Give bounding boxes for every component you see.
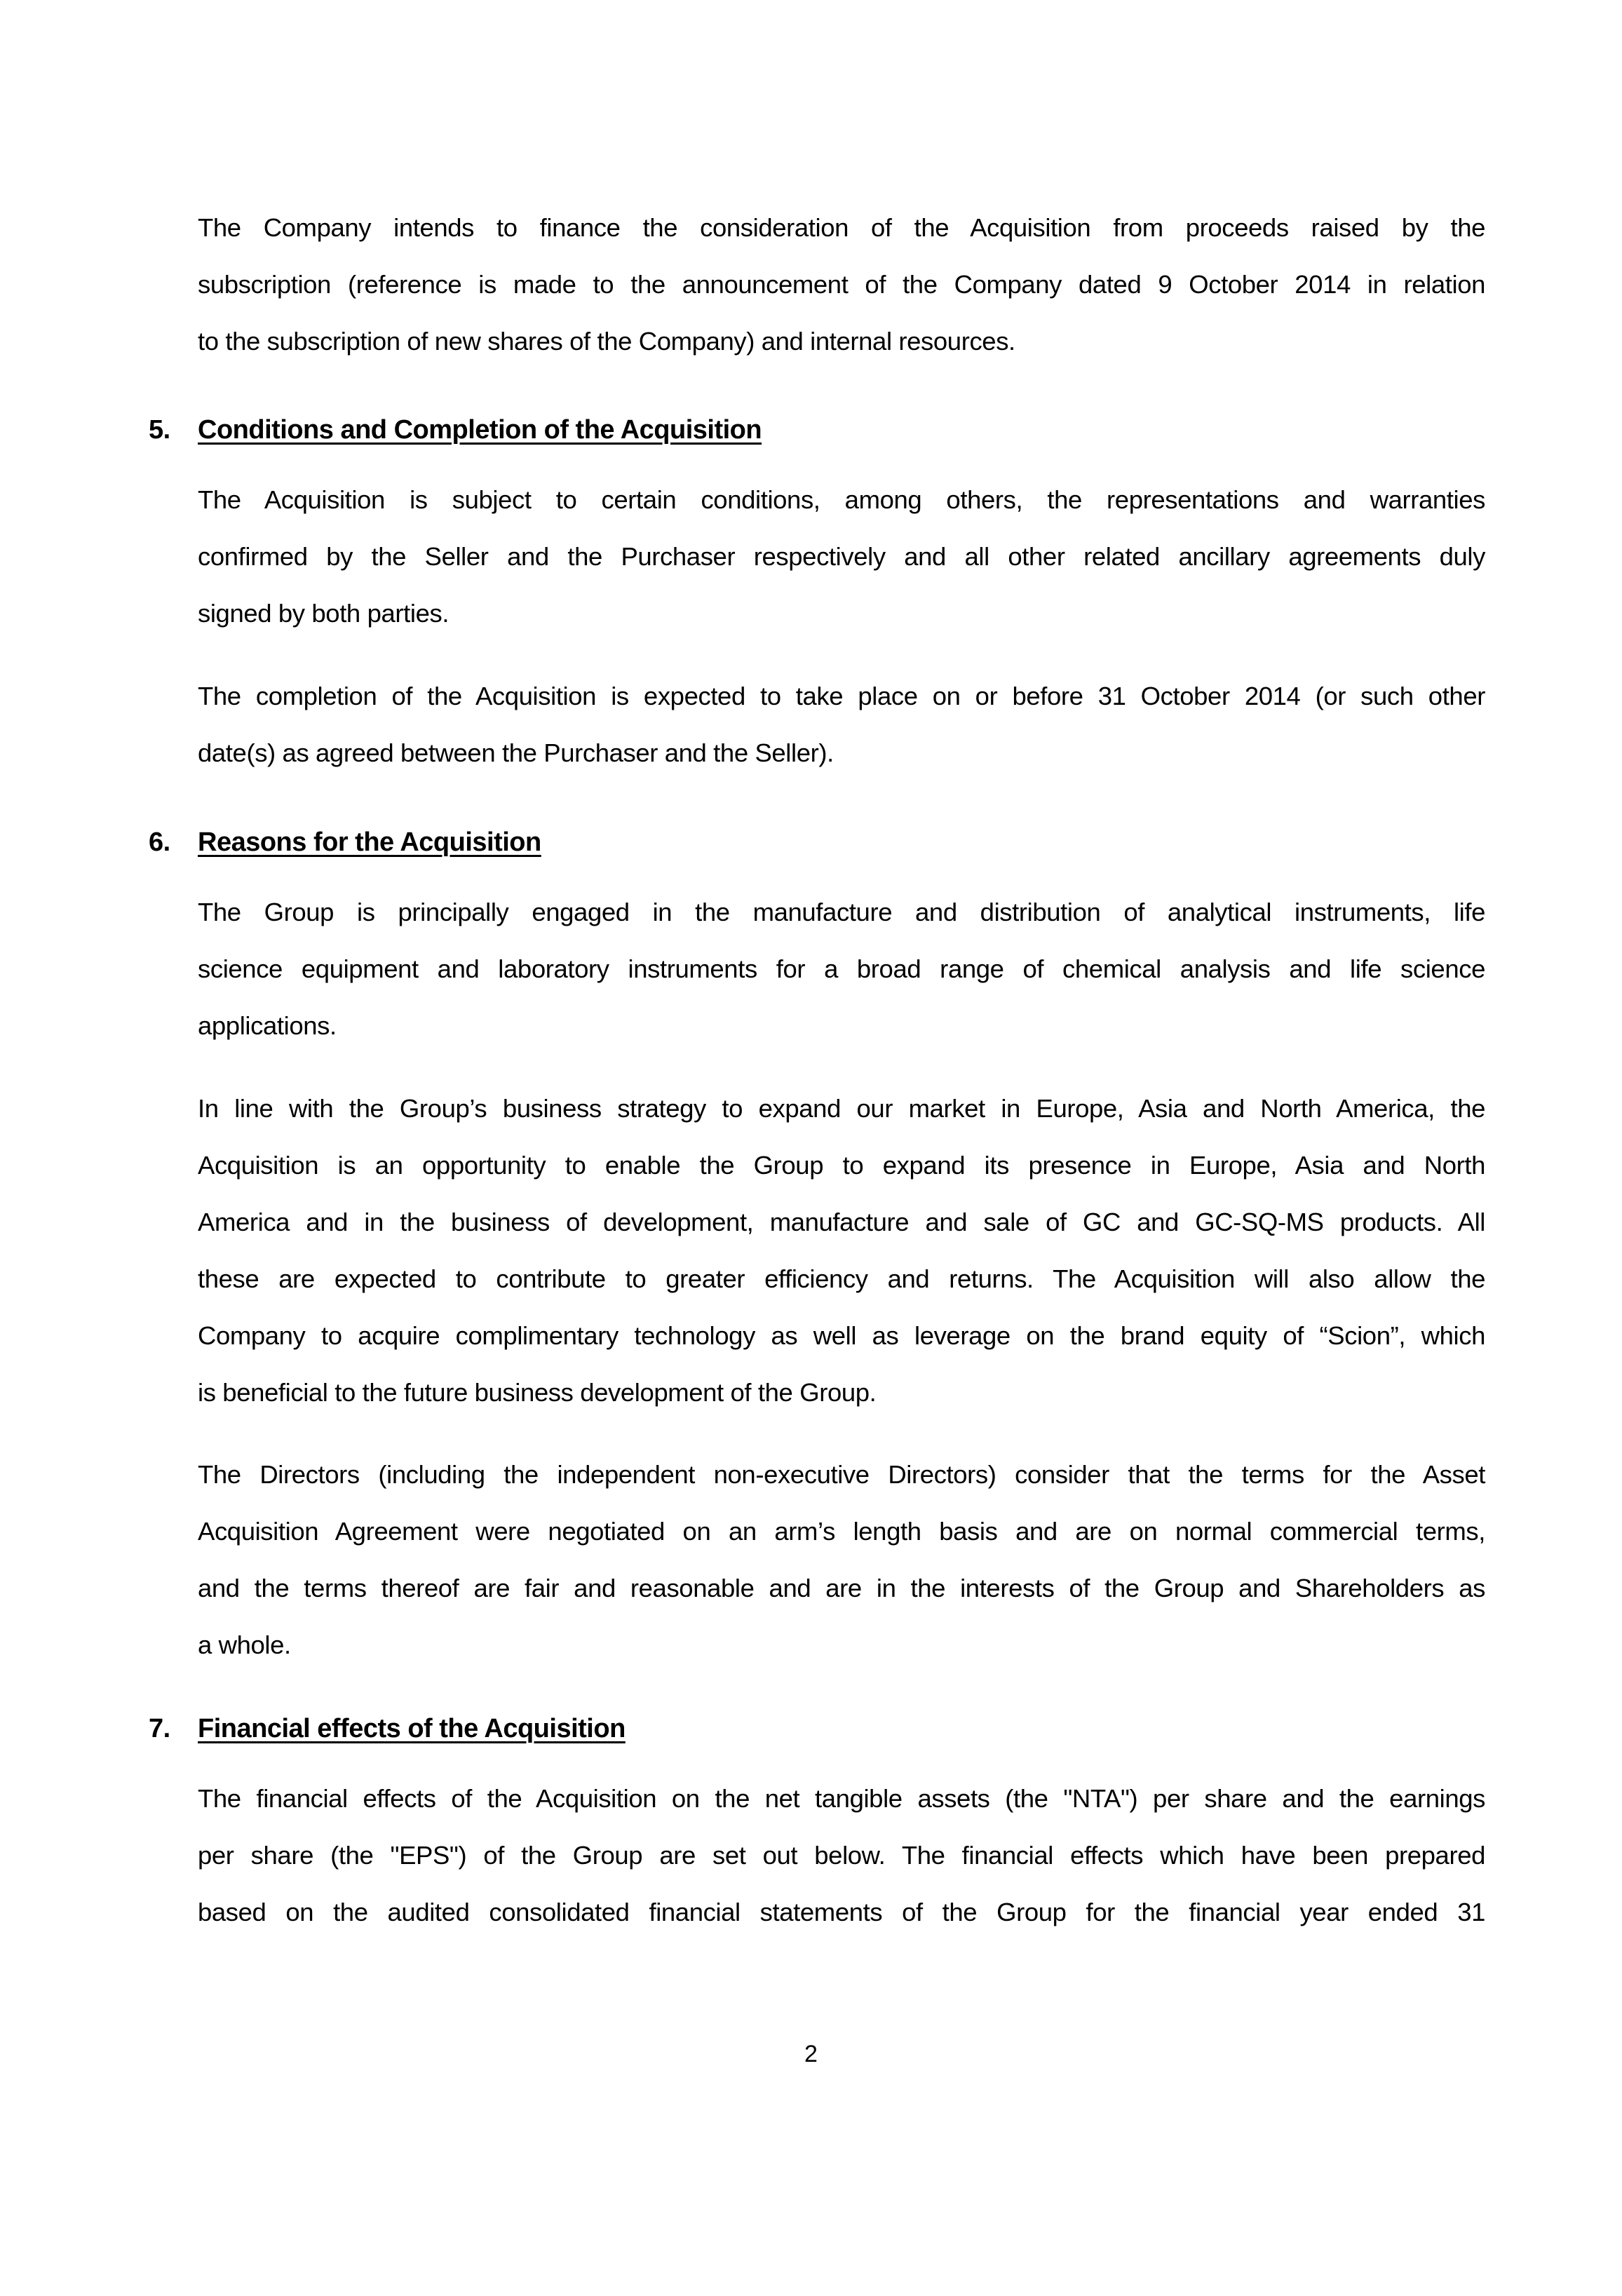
text-line: Acquisition is an opportunity to enable the Group to expand its presence in Europe, Asia and North [198, 1151, 1485, 1180]
text-line: The Directors (including the independent non-executive Directors) consider that the terms for the Asset [198, 1460, 1485, 1489]
text-line: date(s) as agreed between the Purchaser and the Seller). [198, 738, 834, 767]
paragraph-completion [198, 668, 1485, 781]
text-line: based on the audited consolidated financial statements of the Group for the financial year ended 31 [198, 1898, 1485, 1926]
text-line: The completion of the Acquisition is expected to take place on or before 31 October 2014 (or such other [198, 682, 1485, 710]
text-line: The Acquisition is subject to certain conditions, among others, the representations and warranties [198, 485, 1485, 514]
section-heading-7 [149, 1711, 626, 1746]
paragraph-group-business [198, 884, 1485, 1054]
text-line: The Group is principally engaged in the manufacture and distribution of analytical instruments, life [198, 898, 1485, 926]
text-line: per share (the "EPS") of the Group are set out below. The financial effects which have been prepared [198, 1841, 1485, 1870]
text-line: The financial effects of the Acquisition on the net tangible assets (the "NTA") per share and the earnings [198, 1784, 1485, 1813]
text-line: subscription (reference is made to the announcement of the Company dated 9 October 2014 in relation [198, 270, 1485, 299]
text-line: is beneficial to the future business development of the Group. [198, 1378, 877, 1407]
section-number: 7. [149, 1714, 170, 1743]
section-heading-5 [149, 412, 762, 447]
paragraph-financial-effects [198, 1770, 1485, 1940]
text-line: a whole. [198, 1630, 291, 1659]
page-number: 2 [804, 2041, 818, 2067]
text-line: America and in the business of development, manufacture and sale of GC and GC-SQ-MS products. All [198, 1208, 1485, 1236]
text-line: applications. [198, 1011, 337, 1040]
paragraph-conditions [198, 471, 1485, 642]
section-title: Financial effects of the Acquisition [198, 1714, 626, 1743]
section-title: Conditions and Completion of the Acquisition [198, 415, 762, 445]
text-line: science equipment and laboratory instruments for a broad range of chemical analysis and life science [198, 954, 1485, 983]
text-line: signed by both parties. [198, 599, 450, 628]
text-line: In line with the Group’s business strategy to expand our market in Europe, Asia and North America, the [198, 1094, 1485, 1123]
section-heading-6 [149, 825, 541, 860]
text-line: Acquisition Agreement were negotiated on an arm’s length basis and are on normal commercial terms, [198, 1517, 1485, 1546]
paragraph-financing [198, 199, 1485, 370]
paragraph-directors [198, 1446, 1485, 1673]
text-line: Company to acquire complimentary technology as well as leverage on the brand equity of “Scion”, which [198, 1321, 1485, 1350]
paragraph-strategy [198, 1080, 1485, 1421]
section-number: 5. [149, 415, 170, 445]
text-line: The Company intends to finance the consideration of the Acquisition from proceeds raised by the [198, 213, 1485, 242]
text-line: to the subscription of new shares of the Company) and internal resources. [198, 327, 1015, 356]
section-number: 6. [149, 828, 170, 857]
section-title: Reasons for the Acquisition [198, 828, 541, 857]
text-line: these are expected to contribute to greater efficiency and returns. The Acquisition will also allow the [198, 1264, 1485, 1293]
text-line: and the terms thereof are fair and reasonable and are in the interests of the Group and Shareholders as [198, 1574, 1485, 1602]
text-line: confirmed by the Seller and the Purchaser respectively and all other related ancillary agreements duly [198, 542, 1485, 571]
